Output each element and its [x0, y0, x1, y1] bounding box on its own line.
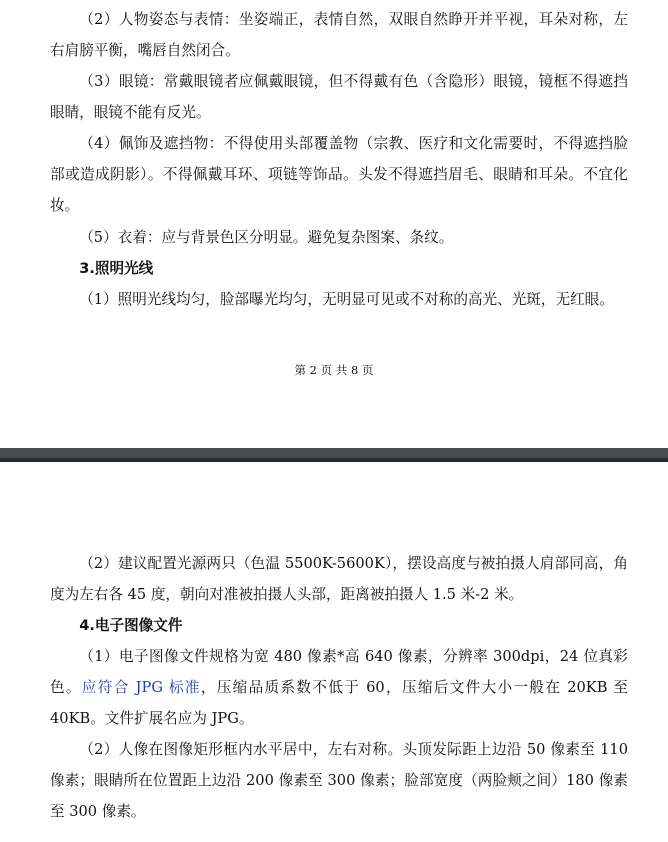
page-separator: [0, 448, 668, 462]
paragraph-glasses: （3）眼镜：常戴眼镜者应佩戴眼镜，但不得戴有色（含隐形）眼镜，镜框不得遮挡眼睛，眼镜不能有反光。: [50, 73, 628, 121]
file-spec-text: （1）电子图像文件规格为宽 480 像素*高 640 像素，分辨率 300dpi，24 位真彩色。: [50, 648, 628, 696]
document-page-2: [0, 462, 668, 842]
paragraph-pose: （2）人物姿态与表情：坐姿端正，表情自然，双眼自然睁开并平视，耳朵对称，左右肩膀平衡，嘴唇自然闭合。: [50, 11, 628, 59]
page-footer: 第 2 页 共 8 页: [294, 363, 374, 377]
heading-image-file: 4.电子图像文件: [79, 617, 183, 634]
paragraph-accessories: （4）佩饰及遮挡物：不得使用头部覆盖物（宗教、医疗和文化需要时，不得遮挡脸部或造成阴影）。不得佩戴耳环、项链等饰品。头发不得遮挡眉毛、眼睛和耳朵。不宜化妆。: [50, 135, 628, 214]
file-compression-text: ，压缩品质系数不低于 60，压缩后文件大小一般在 20KB 至 40KB。文件扩展名应为 JPG。: [50, 679, 628, 727]
paragraph-lighting-1: （1）照明光线均匀，脸部曝光均匀，无明显可见或不对称的高光、光斑，无红眼。: [79, 291, 614, 308]
jpg-standard-link[interactable]: 应符合 JPG 标准: [81, 679, 201, 696]
paragraph-clothing: （5）衣着：应与背景色区分明显。避免复杂图案、条纹。: [79, 229, 454, 246]
paragraph-file-1: [50, 641, 628, 734]
paragraph-file-2: （2）人像在图像矩形框内水平居中，左右对称。头顶发际距上边沿 50 像素至 110 像素；眼睛所在位置距上边沿 200 像素至 300 像素；脸部宽度（两脸颊之间）180 像素至 300 像素。: [50, 741, 628, 820]
heading-lighting: 3.照明光线: [79, 260, 154, 277]
paragraph-lighting-2: （2）建议配置光源两只（色温 5500K-5600K），摆设高度与被拍摄人肩部同高，角度为左右各 45 度，朝向对准被拍摄人头部，距离被拍摄人 1.5 米-2 米。: [50, 555, 628, 603]
